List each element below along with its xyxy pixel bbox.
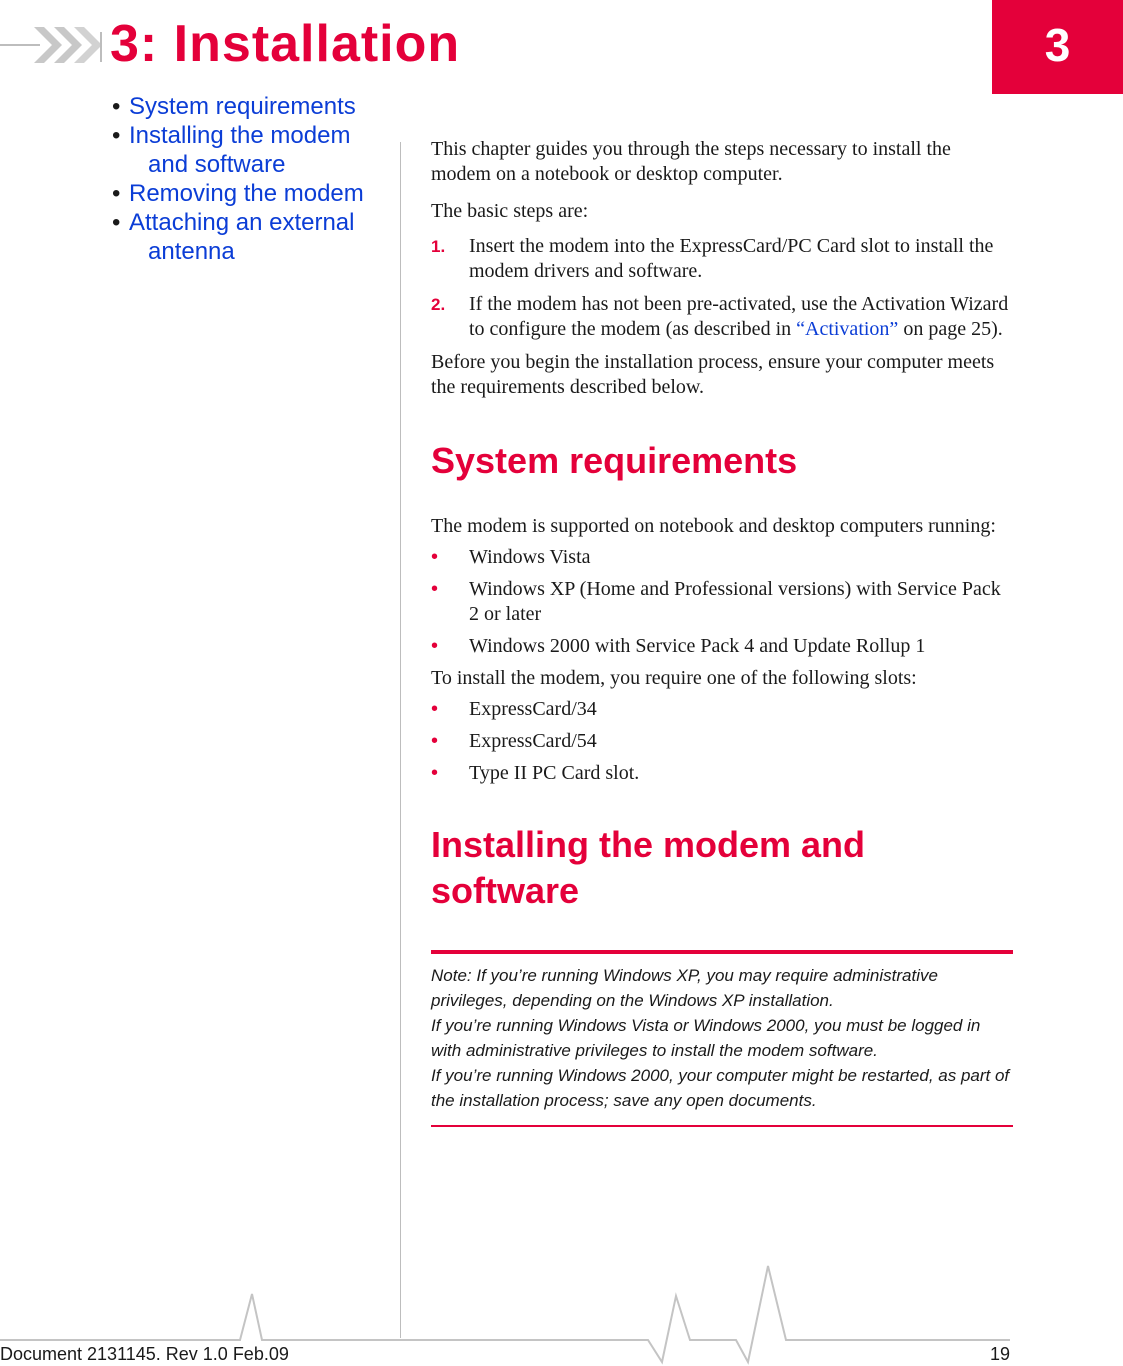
os-item-text: Windows 2000 with Service Pack 4 and Update Rollup 1 xyxy=(469,635,926,657)
column-divider xyxy=(400,142,401,1338)
activation-link[interactable]: “Activation” xyxy=(796,318,899,340)
toc-link-external-antenna[interactable]: Attaching an external antenna xyxy=(129,209,355,265)
footer-document-id: Document 2131145. Rev 1.0 Feb.09 xyxy=(0,1344,289,1364)
slots-intro: To install the modem, you require one of the following slots: xyxy=(431,667,917,689)
toc-link-removing-modem[interactable]: Removing the modem xyxy=(129,180,364,207)
step-text-tail: on page 25). xyxy=(898,318,1003,340)
toc-item xyxy=(112,179,382,208)
os-item xyxy=(431,634,1013,659)
bullet: • xyxy=(431,635,439,657)
step-number: 2. xyxy=(431,295,446,314)
toc-bullet: • xyxy=(112,180,121,207)
before-you-begin-paragraph: Before you begin the installation process, ensure your computer meets the requirements described below. xyxy=(431,351,995,398)
step-text: If the modem has not been pre-activated, use the Activation Wizard to configure the modem (as described in xyxy=(469,293,1009,340)
main-content xyxy=(431,137,1013,1127)
chapter-toc xyxy=(112,92,382,266)
toc-item xyxy=(112,121,382,179)
toc-bullet: • xyxy=(112,93,121,120)
bullet: • xyxy=(431,698,439,720)
os-item xyxy=(431,577,1013,627)
toc-bullet: • xyxy=(112,122,121,149)
header-chevron-decoration xyxy=(0,24,110,74)
note-box xyxy=(431,950,1013,1127)
slot-item-text: ExpressCard/54 xyxy=(469,730,597,752)
note-line: Note: If you’re running Windows XP, you may require administrative privileges, depending on the Windows XP installation. xyxy=(431,966,938,1010)
basic-steps-label: The basic steps are: xyxy=(431,200,589,222)
chapter-number-tab: 3 xyxy=(992,0,1123,94)
toc-link-installing-modem[interactable]: Installing the modem and software xyxy=(129,122,351,178)
toc-bullet: • xyxy=(112,209,121,236)
os-item-text: Windows Vista xyxy=(469,546,591,568)
step-item xyxy=(431,234,1013,284)
slots-list xyxy=(431,697,1013,786)
note-line: If you’re running Windows 2000, your computer might be restarted, as part of the installation process; save any open documents. xyxy=(431,1066,1010,1110)
bullet: • xyxy=(431,730,439,752)
step-number: 1. xyxy=(431,237,446,256)
slot-item-text: Type II PC Card slot. xyxy=(469,762,640,784)
section-heading-installing: Installing the modem and software xyxy=(431,824,866,911)
slot-item xyxy=(431,729,1013,754)
slot-item xyxy=(431,761,1013,786)
toc-item xyxy=(112,92,382,121)
os-list xyxy=(431,545,1013,659)
bullet: • xyxy=(431,546,439,568)
bullet: • xyxy=(431,762,439,784)
toc-link-system-requirements[interactable]: System requirements xyxy=(129,93,356,120)
bullet: • xyxy=(431,578,439,600)
os-item xyxy=(431,545,1013,570)
slot-item-text: ExpressCard/34 xyxy=(469,698,597,720)
chapter-title: 3: Installation xyxy=(110,15,461,73)
step-item xyxy=(431,292,1013,342)
supported-os-intro: The modem is supported on notebook and desktop computers running: xyxy=(431,515,996,537)
slot-item xyxy=(431,697,1013,722)
steps-list xyxy=(431,234,1013,342)
section-heading-system-requirements: System requirements xyxy=(431,440,798,481)
intro-paragraph: This chapter guides you through the steps necessary to install the modem on a notebook or desktop computer. xyxy=(431,138,951,185)
os-item-text: Windows XP (Home and Professional versions) with Service Pack 2 or later xyxy=(469,578,1001,625)
footer-page-number: 19 xyxy=(989,1344,1010,1364)
step-text: Insert the modem into the ExpressCard/PC Card slot to install the modem drivers and software. xyxy=(469,235,994,282)
note-line: If you’re running Windows Vista or Windows 2000, you must be logged in with administrative privileges to install the modem software. xyxy=(431,1016,981,1060)
toc-item xyxy=(112,208,382,266)
